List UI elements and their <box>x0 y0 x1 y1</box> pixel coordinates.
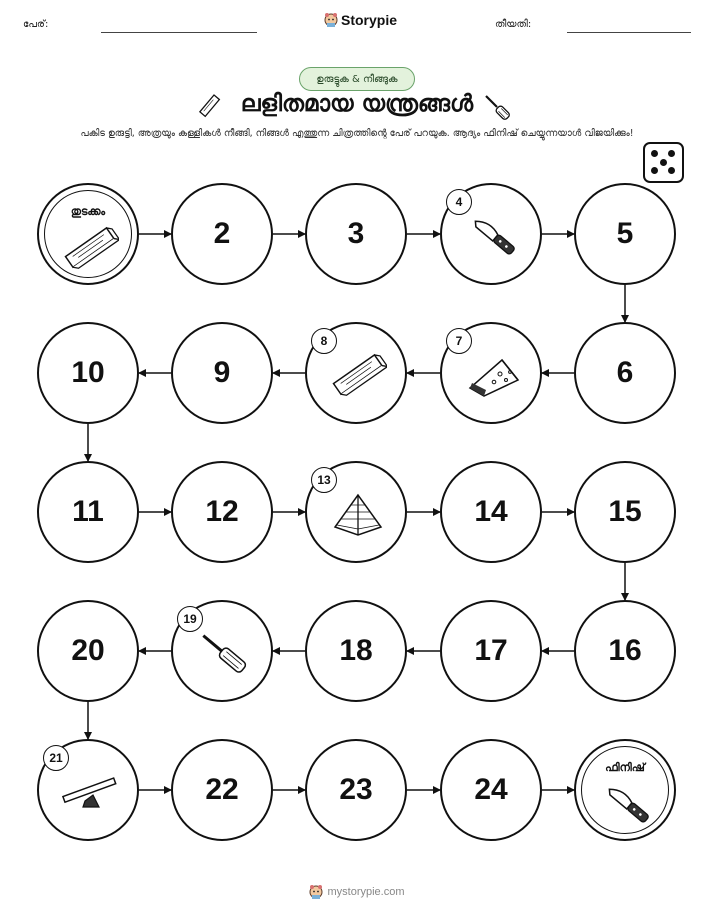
cell-number-badge: 13 <box>311 467 337 493</box>
cell-number-badge: 8 <box>311 328 337 354</box>
board-cell <box>305 739 407 841</box>
board-cell <box>574 461 676 563</box>
cell-number: 23 <box>339 773 373 806</box>
cell-number: 3 <box>347 217 365 250</box>
seesaw-icon <box>61 767 119 821</box>
cell-number: 12 <box>205 495 239 528</box>
cell-number: 15 <box>608 495 642 528</box>
cell-number: 5 <box>616 217 634 250</box>
name-label: പേര്: <box>23 19 49 30</box>
board-cell <box>305 461 407 563</box>
cell-number: 14 <box>474 495 508 528</box>
screwdriver-icon <box>195 628 253 682</box>
board-cell <box>171 461 273 563</box>
board-cell <box>440 322 542 424</box>
board-cell <box>305 183 407 285</box>
cell-number: 10 <box>71 356 105 389</box>
cell-label: ഫിനിഷ് <box>605 761 645 774</box>
board-cell <box>574 322 676 424</box>
board-cell <box>440 739 542 841</box>
footer <box>0 884 714 900</box>
cell-number: 18 <box>339 634 373 667</box>
board-cell <box>37 739 139 841</box>
cell-number-badge: 4 <box>446 189 472 215</box>
date-label: തീയതി: <box>495 19 532 30</box>
board-cell <box>440 600 542 702</box>
cell-number: 16 <box>608 634 642 667</box>
instructions: പകിട ഉരുട്ടി, അത്രയും കള്ളികൾ നീങ്ങി, നിങ്ങൾ എത്തുന്ന ചിത്രത്തിന്റെ പേര് പറയുക. ആദ്യം ഫിനിഷ് ചെയ്യുന്നയാൾ വിജയിക്കും! <box>80 128 634 139</box>
board-cell <box>574 600 676 702</box>
board-cell <box>305 600 407 702</box>
board-cell <box>574 183 676 285</box>
footer-url: mystorypie.com <box>327 886 405 898</box>
cell-number: 22 <box>205 773 239 806</box>
wedge-icon <box>464 350 522 404</box>
cell-number: 11 <box>72 495 104 528</box>
knife-icon <box>598 779 656 833</box>
start-cell <box>37 183 139 285</box>
page-title: ലളിതമായ യന്ത്രങ്ങൾ <box>240 91 474 117</box>
cell-number: 17 <box>474 634 508 667</box>
activity-tag: ഉരുട്ടുക & നീങ്ങുക <box>299 67 415 91</box>
board-cell <box>171 600 273 702</box>
pyramid-icon <box>329 489 387 543</box>
cell-number-badge: 19 <box>177 606 203 632</box>
finish-cell <box>574 739 676 841</box>
board-cell <box>171 322 273 424</box>
board-cell <box>37 461 139 563</box>
cell-label: തുടക്കം <box>70 205 106 218</box>
cell-number: 24 <box>474 773 508 806</box>
board-cell <box>171 183 273 285</box>
knife-icon <box>464 211 522 265</box>
plank-icon <box>329 350 387 404</box>
board-cell <box>171 739 273 841</box>
brand-name: Storypie <box>341 12 398 28</box>
cell-number-badge: 7 <box>446 328 472 354</box>
board-cell <box>37 600 139 702</box>
plank-icon <box>61 223 119 277</box>
board-cell <box>440 461 542 563</box>
cell-number: 2 <box>213 217 231 250</box>
board-cell <box>305 322 407 424</box>
cell-number-badge: 21 <box>43 745 69 771</box>
board-cell <box>37 322 139 424</box>
cell-number: 6 <box>616 356 634 389</box>
board-cell <box>440 183 542 285</box>
cell-number: 20 <box>71 634 105 667</box>
storypie-logo-icon <box>309 884 323 900</box>
cell-number: 9 <box>213 356 231 389</box>
